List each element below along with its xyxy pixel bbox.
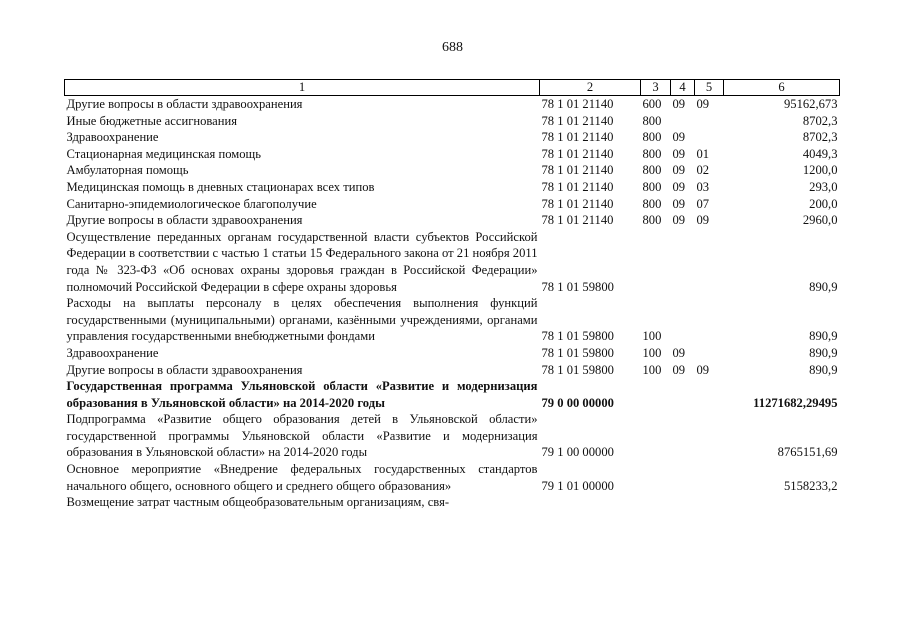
table-row	[65, 196, 840, 213]
row-name: Другие вопросы в области здравоохранения	[66, 97, 303, 111]
row-subsection: 09	[696, 97, 710, 111]
row-section: 09	[672, 213, 686, 228]
table-row	[65, 212, 840, 229]
row-subsection	[695, 295, 724, 345]
row-amount: 890,9	[809, 329, 838, 344]
row-target-article: 78 1 01 21140	[541, 196, 614, 211]
table-row	[65, 295, 840, 345]
table-row	[65, 162, 840, 179]
row-section	[671, 494, 695, 511]
table-header	[65, 80, 840, 96]
row-amount: 1200,0	[802, 163, 838, 178]
row-section: 09	[672, 146, 686, 161]
row-target-article: 78 1 01 59800	[541, 345, 614, 360]
row-name: Подпрограмма «Развитие общего образования детей в Ульяновской области» государственной программы Ульяновской области «Развитие и модернизация образования в Ульяновской области» на 2014-2020 годы	[66, 412, 538, 460]
row-target-article: 78 1 01 59800	[541, 329, 614, 344]
row-expense-type: 800	[642, 196, 662, 211]
row-target-article: 78 1 01 21140	[541, 97, 614, 111]
row-section	[671, 461, 695, 494]
column-header-3: 3	[641, 80, 671, 96]
row-name: Осуществление переданных органам государственной власти субъектов Российской Федерации в соответствии с частью 1 статьи 15 Федерального закона от 21 ноября 2011 года № 323-ФЗ «Об основах охраны здоровья граждан в Российской Федерации» полномочий Российской Федерации в сфере охраны здоровья	[66, 229, 538, 294]
row-amount: 8702,3	[802, 113, 838, 128]
table-row	[65, 345, 840, 362]
column-header-4: 4	[671, 80, 695, 96]
row-amount: 890,9	[809, 345, 838, 360]
row-amount: 8765151,69	[777, 445, 838, 460]
row-expense-type: 800	[642, 213, 662, 228]
table-body	[65, 96, 840, 511]
row-subsection	[695, 461, 724, 494]
row-expense-type: 800	[642, 163, 662, 178]
row-name: Другие вопросы в области здравоохранения	[66, 362, 303, 377]
row-name: Государственная программа Ульяновской области «Развитие и модернизация образования в Ульяновской области» на 2014-2020 годы	[66, 379, 538, 410]
row-target-article	[540, 494, 641, 511]
row-amount: 200,0	[809, 196, 838, 211]
row-subsection	[695, 378, 724, 411]
row-subsection: 03	[696, 179, 710, 194]
row-target-article: 78 1 01 21140	[541, 163, 614, 178]
row-section	[671, 378, 695, 411]
row-expense-type	[641, 229, 671, 295]
row-expense-type: 800	[642, 113, 662, 128]
row-expense-type	[641, 378, 671, 411]
row-name: Другие вопросы в области здравоохранения	[66, 213, 303, 228]
table-row	[65, 362, 840, 379]
row-subsection: 01	[696, 146, 710, 161]
column-header-1: 1	[65, 80, 540, 96]
row-name: Здравоохранение	[66, 130, 159, 145]
row-expense-type: 800	[642, 179, 662, 194]
row-expense-type: 100	[642, 329, 662, 344]
table-row	[65, 411, 840, 461]
row-name: Стационарная медицинская помощь	[66, 146, 261, 161]
row-name: Амбулаторная помощь	[66, 163, 189, 178]
row-section	[671, 113, 695, 130]
row-section: 09	[672, 362, 686, 377]
row-expense-type: 100	[642, 345, 662, 360]
row-section: 09	[672, 179, 686, 194]
row-amount: 5158233,2	[783, 478, 838, 493]
row-subsection	[695, 411, 724, 461]
row-target-article: 78 1 01 21140	[541, 130, 614, 145]
row-target-article: 78 1 01 59800	[541, 279, 614, 294]
row-expense-type	[641, 411, 671, 461]
row-section	[671, 295, 695, 345]
column-header-5: 5	[695, 80, 724, 96]
row-target-article: 79 1 00 00000	[541, 445, 614, 460]
row-expense-type	[641, 494, 671, 511]
row-section: 09	[672, 163, 686, 178]
row-target-article: 78 1 01 21140	[541, 113, 614, 128]
row-amount: 890,9	[809, 279, 838, 294]
row-expense-type: 100	[642, 362, 662, 377]
row-subsection	[695, 129, 724, 146]
table-row	[65, 179, 840, 196]
row-amount: 8702,3	[802, 130, 838, 145]
row-name: Иные бюджетные ассигнования	[66, 113, 238, 128]
row-subsection: 07	[696, 196, 710, 211]
column-header-6: 6	[724, 80, 840, 96]
row-amount: 293,0	[809, 179, 838, 194]
row-target-article: 78 1 01 21140	[541, 146, 614, 161]
column-header-2: 2	[540, 80, 641, 96]
header-row	[65, 80, 840, 96]
row-section: 09	[672, 196, 686, 211]
row-subsection	[695, 229, 724, 295]
row-expense-type: 800	[642, 130, 662, 145]
row-amount: 890,9	[809, 362, 838, 377]
table-row	[65, 494, 840, 511]
page-number: 688	[442, 40, 463, 55]
row-target-article: 79 1 01 00000	[541, 478, 614, 493]
row-subsection	[695, 494, 724, 511]
row-expense-type: 600	[642, 97, 662, 111]
row-subsection	[695, 345, 724, 362]
row-section	[671, 411, 695, 461]
row-amount: 4049,3	[802, 146, 838, 161]
row-name: Медицинская помощь в дневных стационарах всех типов	[66, 179, 375, 194]
row-name: Основное мероприятие «Внедрение федеральных государственных стандартов начального общего, основного общего и среднего общего образования»	[66, 462, 538, 493]
row-target-article: 79 0 00 00000	[541, 395, 614, 410]
row-subsection: 02	[696, 163, 710, 178]
row-name: Здравоохранение	[66, 345, 159, 360]
table-row	[65, 113, 840, 130]
row-name: Возмещение затрат частным общеобразовательным организациям, свя-	[66, 495, 450, 510]
row-amount: 95162,673	[783, 97, 838, 111]
row-section: 09	[672, 345, 686, 360]
row-subsection: 09	[696, 213, 710, 228]
table-row	[65, 96, 840, 113]
row-subsection: 09	[696, 362, 710, 377]
row-expense-type: 800	[642, 146, 662, 161]
table-row	[65, 461, 840, 494]
row-expense-type	[641, 461, 671, 494]
row-name: Расходы на выплаты персоналу в целях обеспечения выполнения функций государственными (муниципальными) органами, казёнными учреждениями, органами управления государственными внебюджетными фондами	[66, 296, 538, 344]
row-subsection	[695, 113, 724, 130]
row-target-article: 78 1 01 21140	[541, 179, 614, 194]
table-row	[65, 378, 840, 411]
table-row	[65, 229, 840, 295]
row-amount: 2960,0	[802, 213, 838, 228]
row-target-article: 78 1 01 21140	[541, 213, 614, 228]
row-target-article: 78 1 01 59800	[541, 362, 614, 377]
row-name: Санитарно-эпидемиологическое благополучие	[66, 196, 317, 211]
row-amount: 11271682,29495	[753, 395, 838, 410]
row-section	[671, 229, 695, 295]
row-section: 09	[672, 130, 686, 145]
row-section: 09	[672, 97, 686, 111]
row-amount	[724, 494, 840, 511]
table-row	[65, 146, 840, 163]
table-row	[65, 129, 840, 146]
budget-table	[64, 79, 840, 511]
